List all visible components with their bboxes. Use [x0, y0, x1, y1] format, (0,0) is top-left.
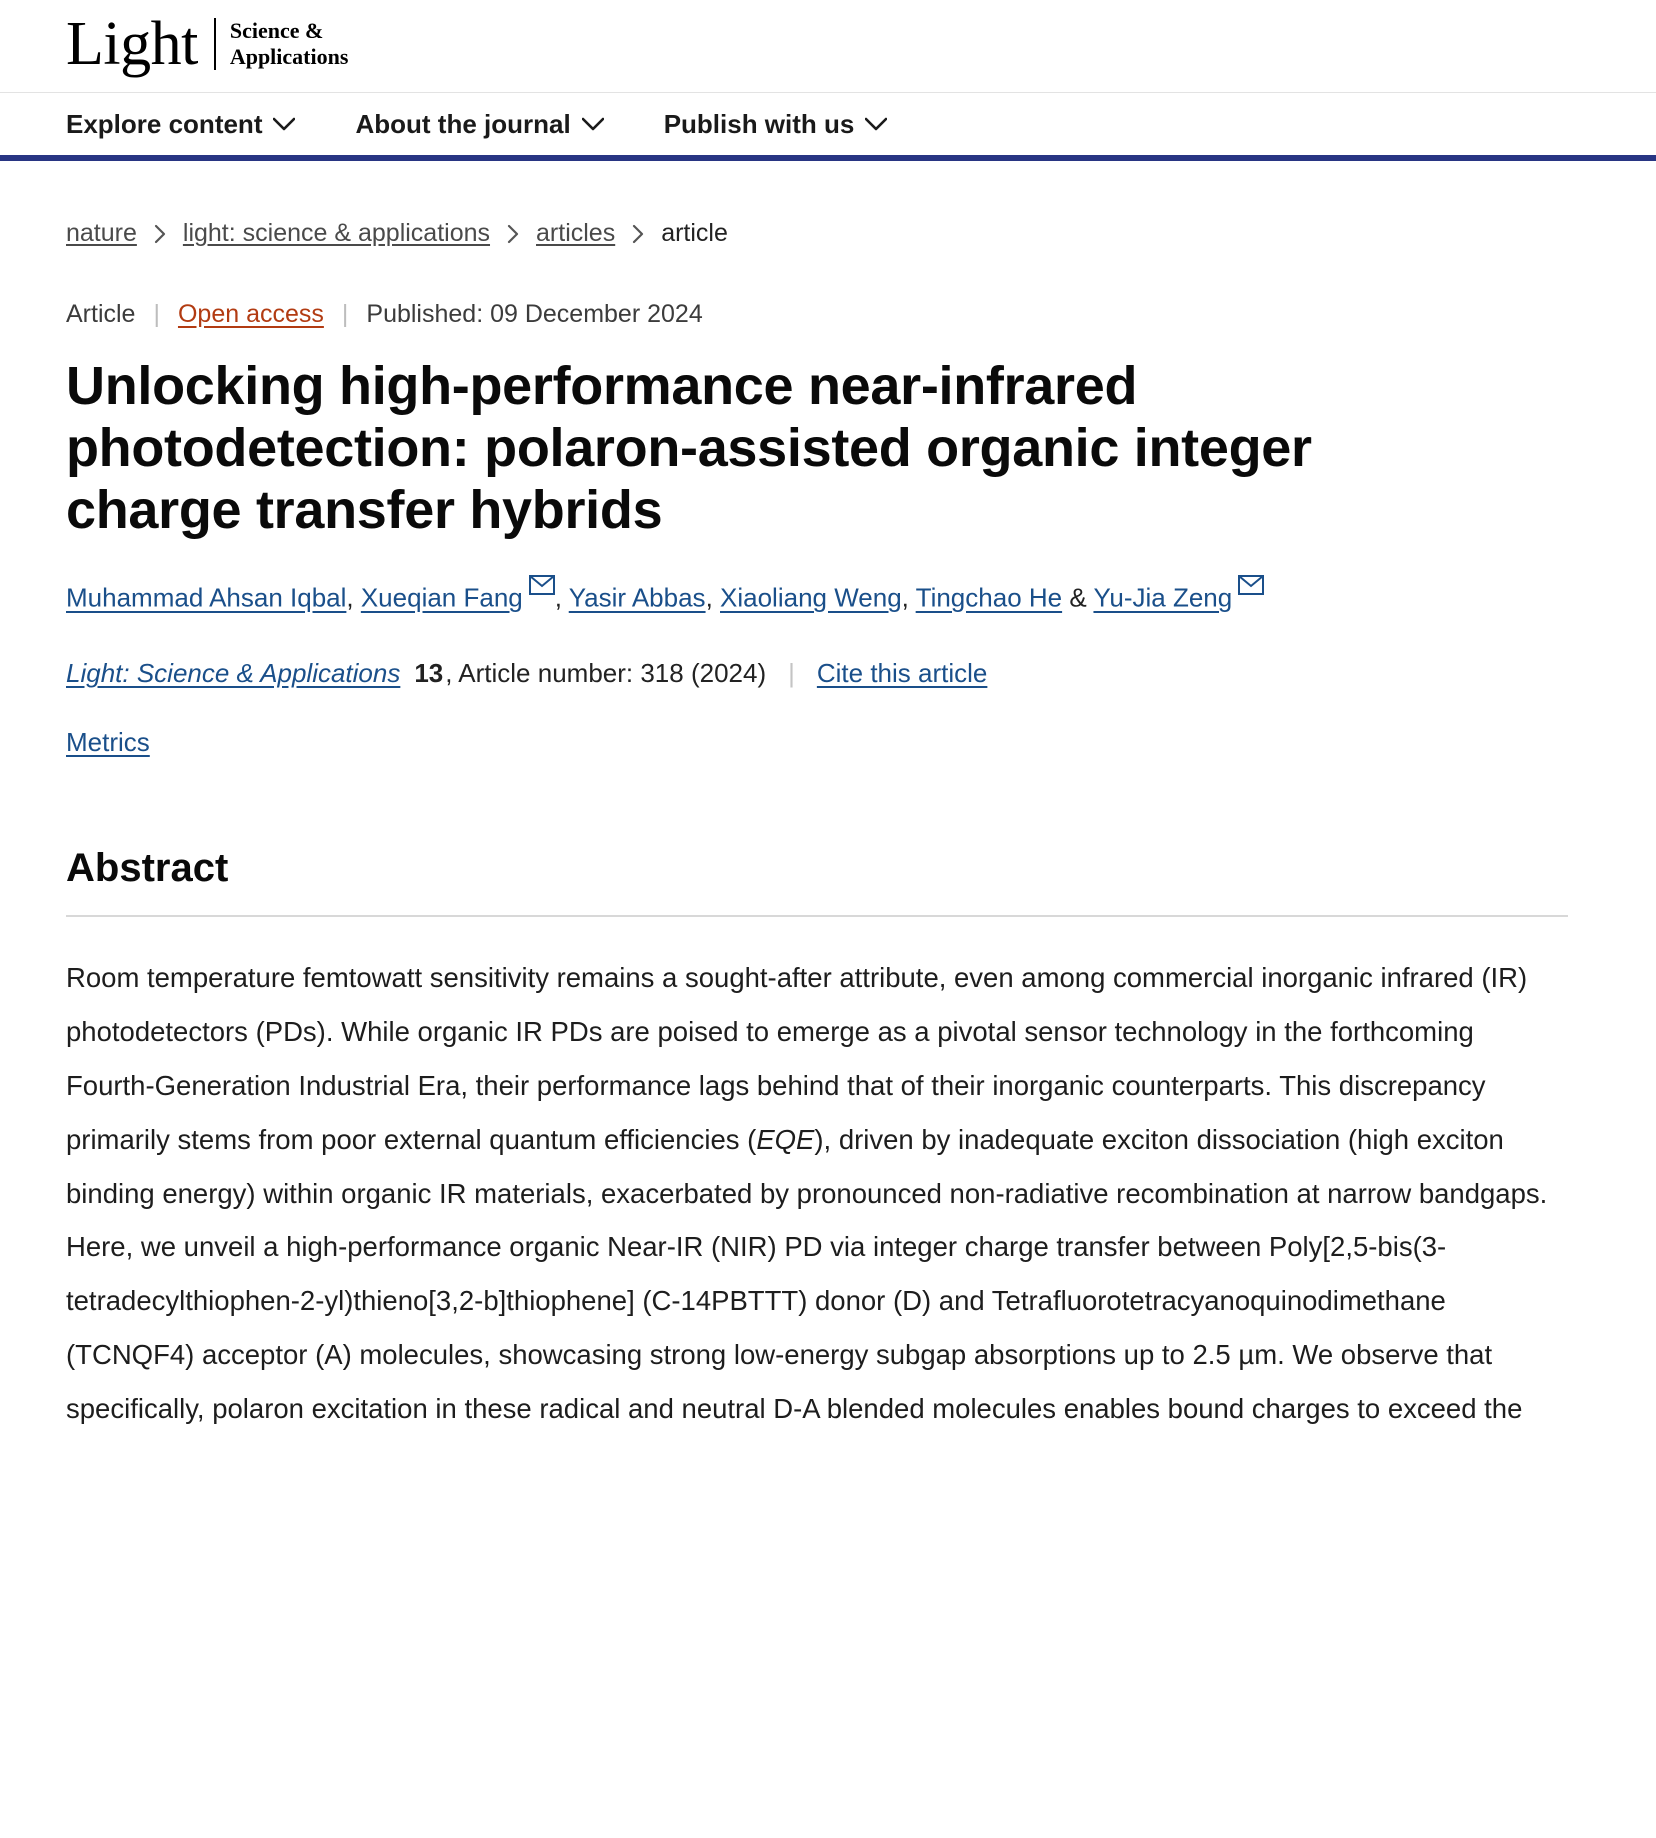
breadcrumb-item-articles[interactable]: articles — [536, 219, 616, 247]
logo-subtitle-line1: Science & — [229, 18, 324, 43]
abstract-part-1: Room temperature femtowatt sensitivity remains a sought-after attribute, even among commercial inorganic infrared (IR) photodetectors (PDs). While organic IR PDs are poised to emerge as a pivotal sensor technology in the forthcoming Fourth-Generation Industrial Era, their performance lags behind that of their inorganic counterparts. This discrepancy primarily stems from poor external quantum efficiencies ( — [66, 961, 1528, 1155]
article-type: Article — [66, 300, 136, 328]
abstract-italic-eqe: EQE — [756, 1123, 815, 1155]
breadcrumb-item-nature[interactable]: nature — [66, 219, 137, 247]
abstract-heading: Abstract — [66, 845, 229, 890]
authors-conjunction: & — [1069, 582, 1087, 613]
breadcrumb-separator-icon — [631, 224, 645, 244]
nav-label-explore-content: Explore content — [66, 108, 263, 139]
author-separator: , — [554, 582, 569, 613]
author-link-3[interactable]: Yasir Abbas — [568, 582, 706, 613]
nav-item-explore-content[interactable] — [66, 109, 295, 140]
author-link-6[interactable]: Yu-Jia Zeng — [1093, 582, 1233, 613]
nav-label-about-the-journal: About the journal — [355, 108, 571, 139]
metrics — [66, 727, 1590, 758]
article-meta — [66, 300, 1590, 329]
breadcrumb-separator-icon — [506, 224, 520, 244]
published-date: Published: 09 December 2024 — [366, 300, 703, 328]
breadcrumb — [66, 219, 1590, 248]
chevron-down-icon — [865, 117, 887, 131]
author-link-1[interactable]: Muhammad Ahsan Iqbal — [66, 582, 347, 613]
chevron-down-icon — [273, 117, 295, 131]
page-title: Unlocking high-performance near-infrared photodetection: polaron-assisted organic integer charge transfer hybrids — [66, 356, 1312, 541]
nav-item-publish-with-us[interactable] — [664, 109, 888, 140]
abstract-part-2: ), driven by inadequate exciton dissociation (high exciton binding energy) within organic IR materials, exacerbated by pronounced non-radiative recombination at narrow bandgaps. Here, we unveil a high-performance organic Near-IR (NIR) PD via integer charge transfer between Poly[2,5-bis(3-tetradecylthiophen-2-yl)thieno[3,2-b]thiophene] (C-14PBTTT) donor (D) and Tetrafluorotetracyanoquinodimethane (TCNQF4) acceptor (A) molecules, showcasing strong low-energy subgap absorptions up to 2.5 µm. We observe that specifically, polaron excitation in these radical and neutral D-A blended molecules enables bound charges to exceed the — [66, 1123, 1548, 1425]
open-access-link[interactable]: Open access — [177, 300, 324, 328]
author-link-2[interactable]: Xueqian Fang — [360, 582, 523, 613]
section-divider — [66, 915, 1568, 917]
meta-divider: | — [341, 300, 349, 328]
journal-volume: 13 — [414, 657, 444, 688]
chevron-down-icon — [582, 117, 604, 131]
article-content — [0, 219, 1656, 1436]
author-separator: , — [346, 582, 361, 613]
masthead — [0, 0, 1656, 93]
email-icon[interactable] — [529, 575, 555, 595]
journal-logo[interactable] — [66, 10, 349, 78]
logo-subtitle — [230, 18, 349, 70]
logo-subtitle-line2: Applications — [229, 44, 349, 69]
logo-divider — [214, 18, 216, 70]
cite-this-article-link[interactable]: Cite this article — [816, 657, 988, 688]
article-number: , Article number: 318 (2024) — [445, 657, 767, 688]
author-separator: , — [705, 582, 721, 613]
metrics-link[interactable]: Metrics — [66, 726, 150, 757]
abstract-text — [66, 951, 1556, 1436]
author-link-5[interactable]: Tingchao He — [915, 582, 1063, 613]
nav-item-about-the-journal[interactable] — [355, 109, 603, 140]
breadcrumb-item-journal[interactable]: light: science & applications — [182, 219, 491, 247]
author-separator: , — [901, 582, 916, 613]
email-icon[interactable] — [1238, 575, 1264, 595]
citation-divider: | — [788, 657, 795, 688]
journal-name-link[interactable]: Light: Science & Applications — [66, 657, 401, 688]
author-list — [66, 577, 1586, 618]
journal-citation — [66, 658, 1590, 689]
breadcrumb-current: article — [661, 219, 728, 247]
logo-wordmark: Light — [66, 10, 198, 78]
meta-divider: | — [153, 300, 160, 328]
nav-label-publish-with-us: Publish with us — [663, 108, 855, 139]
author-link-4[interactable]: Xiaoliang Weng — [720, 582, 902, 613]
main-navigation — [0, 93, 1656, 161]
breadcrumb-separator-icon — [153, 224, 167, 244]
